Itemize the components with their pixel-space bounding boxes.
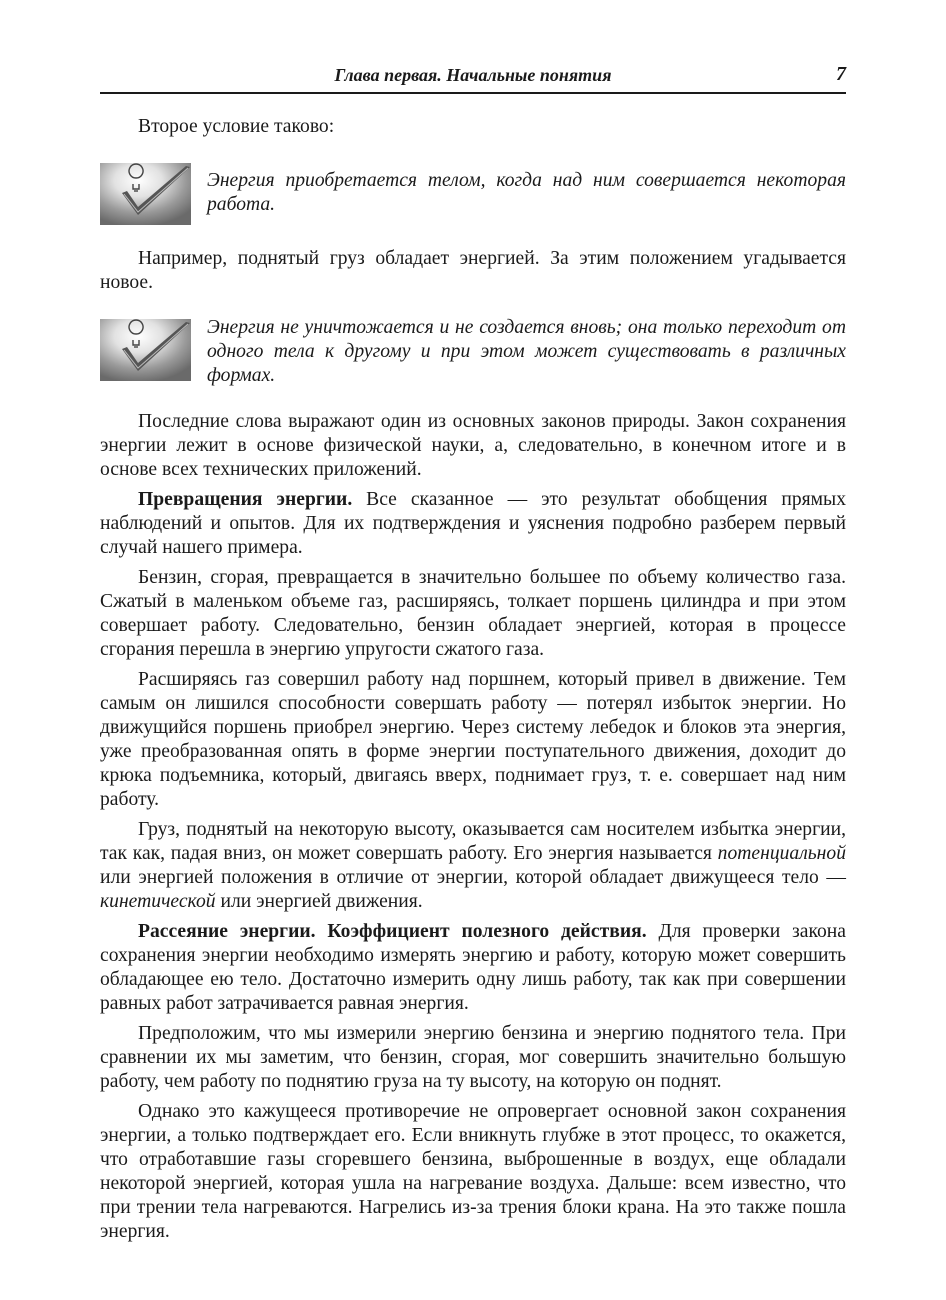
paragraph-second-condition: Второе условие таково: [138, 116, 335, 137]
lightbulb-checkmark-icon [100, 163, 191, 225]
paragraph-text: или энергией движения. [215, 891, 423, 912]
paragraph-example: Например, поднятый груз обладает энергией. За этим положением угадывается новое. [100, 248, 846, 293]
term-potential: потенциальной [717, 843, 846, 864]
paragraph-energy-dissipation [100, 920, 846, 1016]
section-heading-energy-transformations: Превращения энергии. [138, 489, 353, 510]
lightbulb-checkmark-icon [100, 319, 191, 381]
section-heading-energy-dissipation: Рассеяние энергии. Коэффициент полезного действия. [138, 921, 647, 942]
note-text: Энергия приобретается телом, когда над ним совершается некоторая работа. [207, 170, 846, 215]
chapter-title: Глава первая. Начальные понятия [334, 65, 612, 85]
page-number: 7 [836, 63, 846, 85]
paragraph-contradiction: Однако это кажущееся противоречие не опровергает основной закон сохранения энергии, а только подтверждает его. Если вникнуть глубже в этот процесс, то окажется, что отработавшие газы сгоревшего бензина, выброшенные в воздух, еще обладали некоторой энергией, которая ушла на нагревание воздуха. Дальше: всем известно, что при трении тела нагреваются. Нагрелись из-за трения блоки крана. На это также пошла энергия. [100, 1101, 846, 1242]
note-text: Энергия не уничтожается и не создается вновь; она только переходит от одного тела к другому и при этом может существовать в различных формах. [207, 317, 846, 386]
note-energy-conservation [100, 319, 846, 388]
running-header [100, 60, 846, 94]
paragraph-law-of-nature: Последние слова выражают один из основных законов природы. Закон сохранения энергии лежит в основе физической науки, а, следовательно, в конечном итоге и в основе всех технических приложений. [100, 411, 846, 480]
paragraph-potential-kinetic [100, 818, 846, 914]
paragraph-piston: Расширяясь газ совершил работу над поршнем, который привел в движение. Тем самым он лишился способности совершать работу — потерял избыток энергии. Но движущийся поршень приобрел энергию. Через систему лебедок и блоков эта энергия, уже преобразованная опять в форме энергии поступательного движения, доходит до крюка подъемника, который, двигаясь вверх, поднимает груз, т. е. совершает над ним работу. [100, 669, 846, 810]
paragraph-measurement: Предположим, что мы измерили энергию бензина и энергию поднятого тела. При сравнении их мы заметим, что бензин, сгорая, мог совершить значительно большую работу, чем работу по поднятию груза на ту высоту, на которую он поднят. [100, 1023, 846, 1092]
paragraph-text: Груз, поднятый на некоторую высоту, оказывается сам носителем избытка энергии, так как, падая вниз, он может совершать работу. Его энергия называется [100, 819, 846, 864]
paragraph-gasoline: Бензин, сгорая, превращается в значительно большее по объему количество газа. Сжатый в маленьком объеме газ, расширяясь, толкает поршень цилиндра и при этом совершает работу. Следовательно, бензин обладает энергией, которая в процессе сгорания перешла в энергию упругости сжатого газа. [100, 567, 846, 660]
paragraph-text: Все сказанное — это результат обобщения прямых наблюдений и опытов. Для их подтверждения и уяснения подробно разберем первый случай нашего примера. [100, 489, 846, 558]
page [100, 60, 846, 1244]
term-kinetic: кинетической [100, 891, 216, 912]
paragraph-text: Для проверки закона сохранения энергии необходимо измерять энергию и работу, которую может совершить обладающее ею тело. Достаточно измерить одну лишь работу, так как при совершении равных работ затрачивается равная энергия. [100, 921, 846, 1014]
note-energy-acquired [100, 163, 846, 225]
paragraph-energy-transformations [100, 488, 846, 560]
paragraph-text: или энергией положения в отличие от энергии, которой обладает движущееся тело — [100, 867, 846, 888]
